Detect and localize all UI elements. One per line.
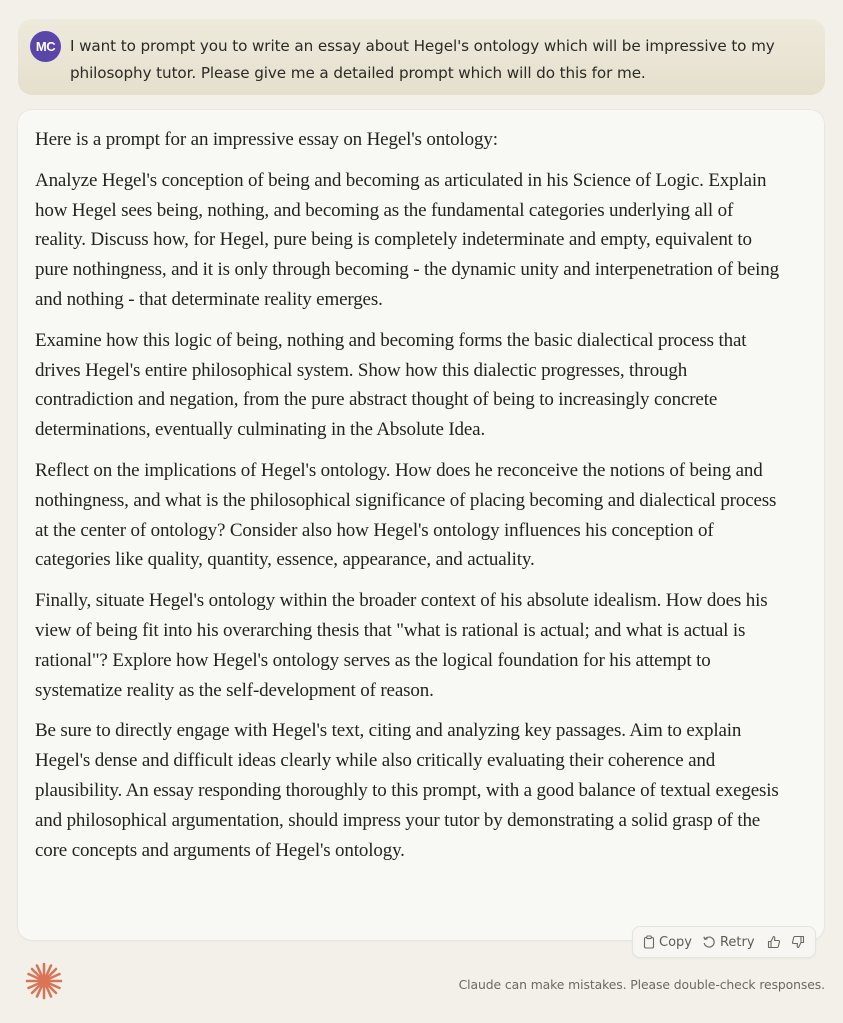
- assistant-paragraph: Analyze Hegel's conception of being and becoming as articulated in his Science of Logic. Explain how Hegel sees being, nothing, and becoming as the fundamental categories underlying all of reality. Discuss how, for Hegel, pure being is completely indeterminate and empty, equivalent to pure nothingness, and it is only through becoming - the dynamic unity and interpenetration of being and nothing - that determinate reality emerges.: [35, 169, 779, 310]
- disclaimer-text: Claude can make mistakes. Please double-check responses.: [458, 977, 825, 992]
- user-message-text: I want to prompt you to write an essay about Hegel's ontology which will be impressive to my philosophy tutor. Please give me a detailed prompt which will do this for me.: [70, 37, 775, 82]
- message-actions-bar: [632, 926, 816, 958]
- clipboard-icon: [643, 935, 655, 949]
- copy-button[interactable]: [643, 935, 692, 950]
- thumbs-down-button[interactable]: [791, 935, 805, 949]
- retry-label: Retry: [719, 934, 755, 950]
- assistant-paragraph: Be sure to directly engage with Hegel's text, citing and analyzing key passages. Aim to explain Hegel's dense and difficult ideas clearly while also critically evaluating their coherence and plausibility. An essay responding thoroughly to this prompt, with a good balance of textual exegesis and philosophical argumentation, should impress your tutor by demonstrating a solid grasp of the core concepts and arguments of Hegel's ontology.: [35, 720, 779, 861]
- avatar-initials: MC: [35, 39, 56, 54]
- copy-label: Copy: [659, 934, 692, 950]
- assistant-paragraph: Here is a prompt for an impressive essay on Hegel's ontology:: [35, 129, 498, 150]
- assistant-paragraph: Examine how this logic of being, nothing and becoming forms the basic dialectical process that drives Hegel's entire philosophical system. Show how this dialectic progresses, through contradiction and negation, from the pure abstract thought of being to increasingly concrete determinations, eventually culminating in the Absolute Idea.: [35, 329, 747, 441]
- assistant-message: [18, 110, 824, 940]
- user-message: [18, 19, 825, 95]
- retry-button[interactable]: [702, 935, 755, 950]
- thumbs-up-icon: [767, 935, 781, 949]
- thumbs-down-icon: [791, 935, 805, 949]
- user-avatar[interactable]: [30, 31, 61, 62]
- thumbs-up-button[interactable]: [767, 935, 781, 949]
- retry-icon: [702, 935, 716, 949]
- claude-logo-icon: [24, 961, 64, 1001]
- assistant-paragraph: Reflect on the implications of Hegel's ontology. How does he reconceive the notions of being and nothingness, and what is the philosophical significance of placing becoming and dialectical process at the center of ontology? Consider also how Hegel's ontology influences his conception of categories like quality, quantity, essence, appearance, and actuality.: [35, 459, 777, 571]
- assistant-paragraph: Finally, situate Hegel's ontology within the broader context of his absolute idealism. How does his view of being fit into his overarching thesis that "what is rational is actual; and what is actual is rational"? Explore how Hegel's ontology serves as the logical foundation for his attempt to systematize reality as the self-development of reason.: [35, 590, 768, 701]
